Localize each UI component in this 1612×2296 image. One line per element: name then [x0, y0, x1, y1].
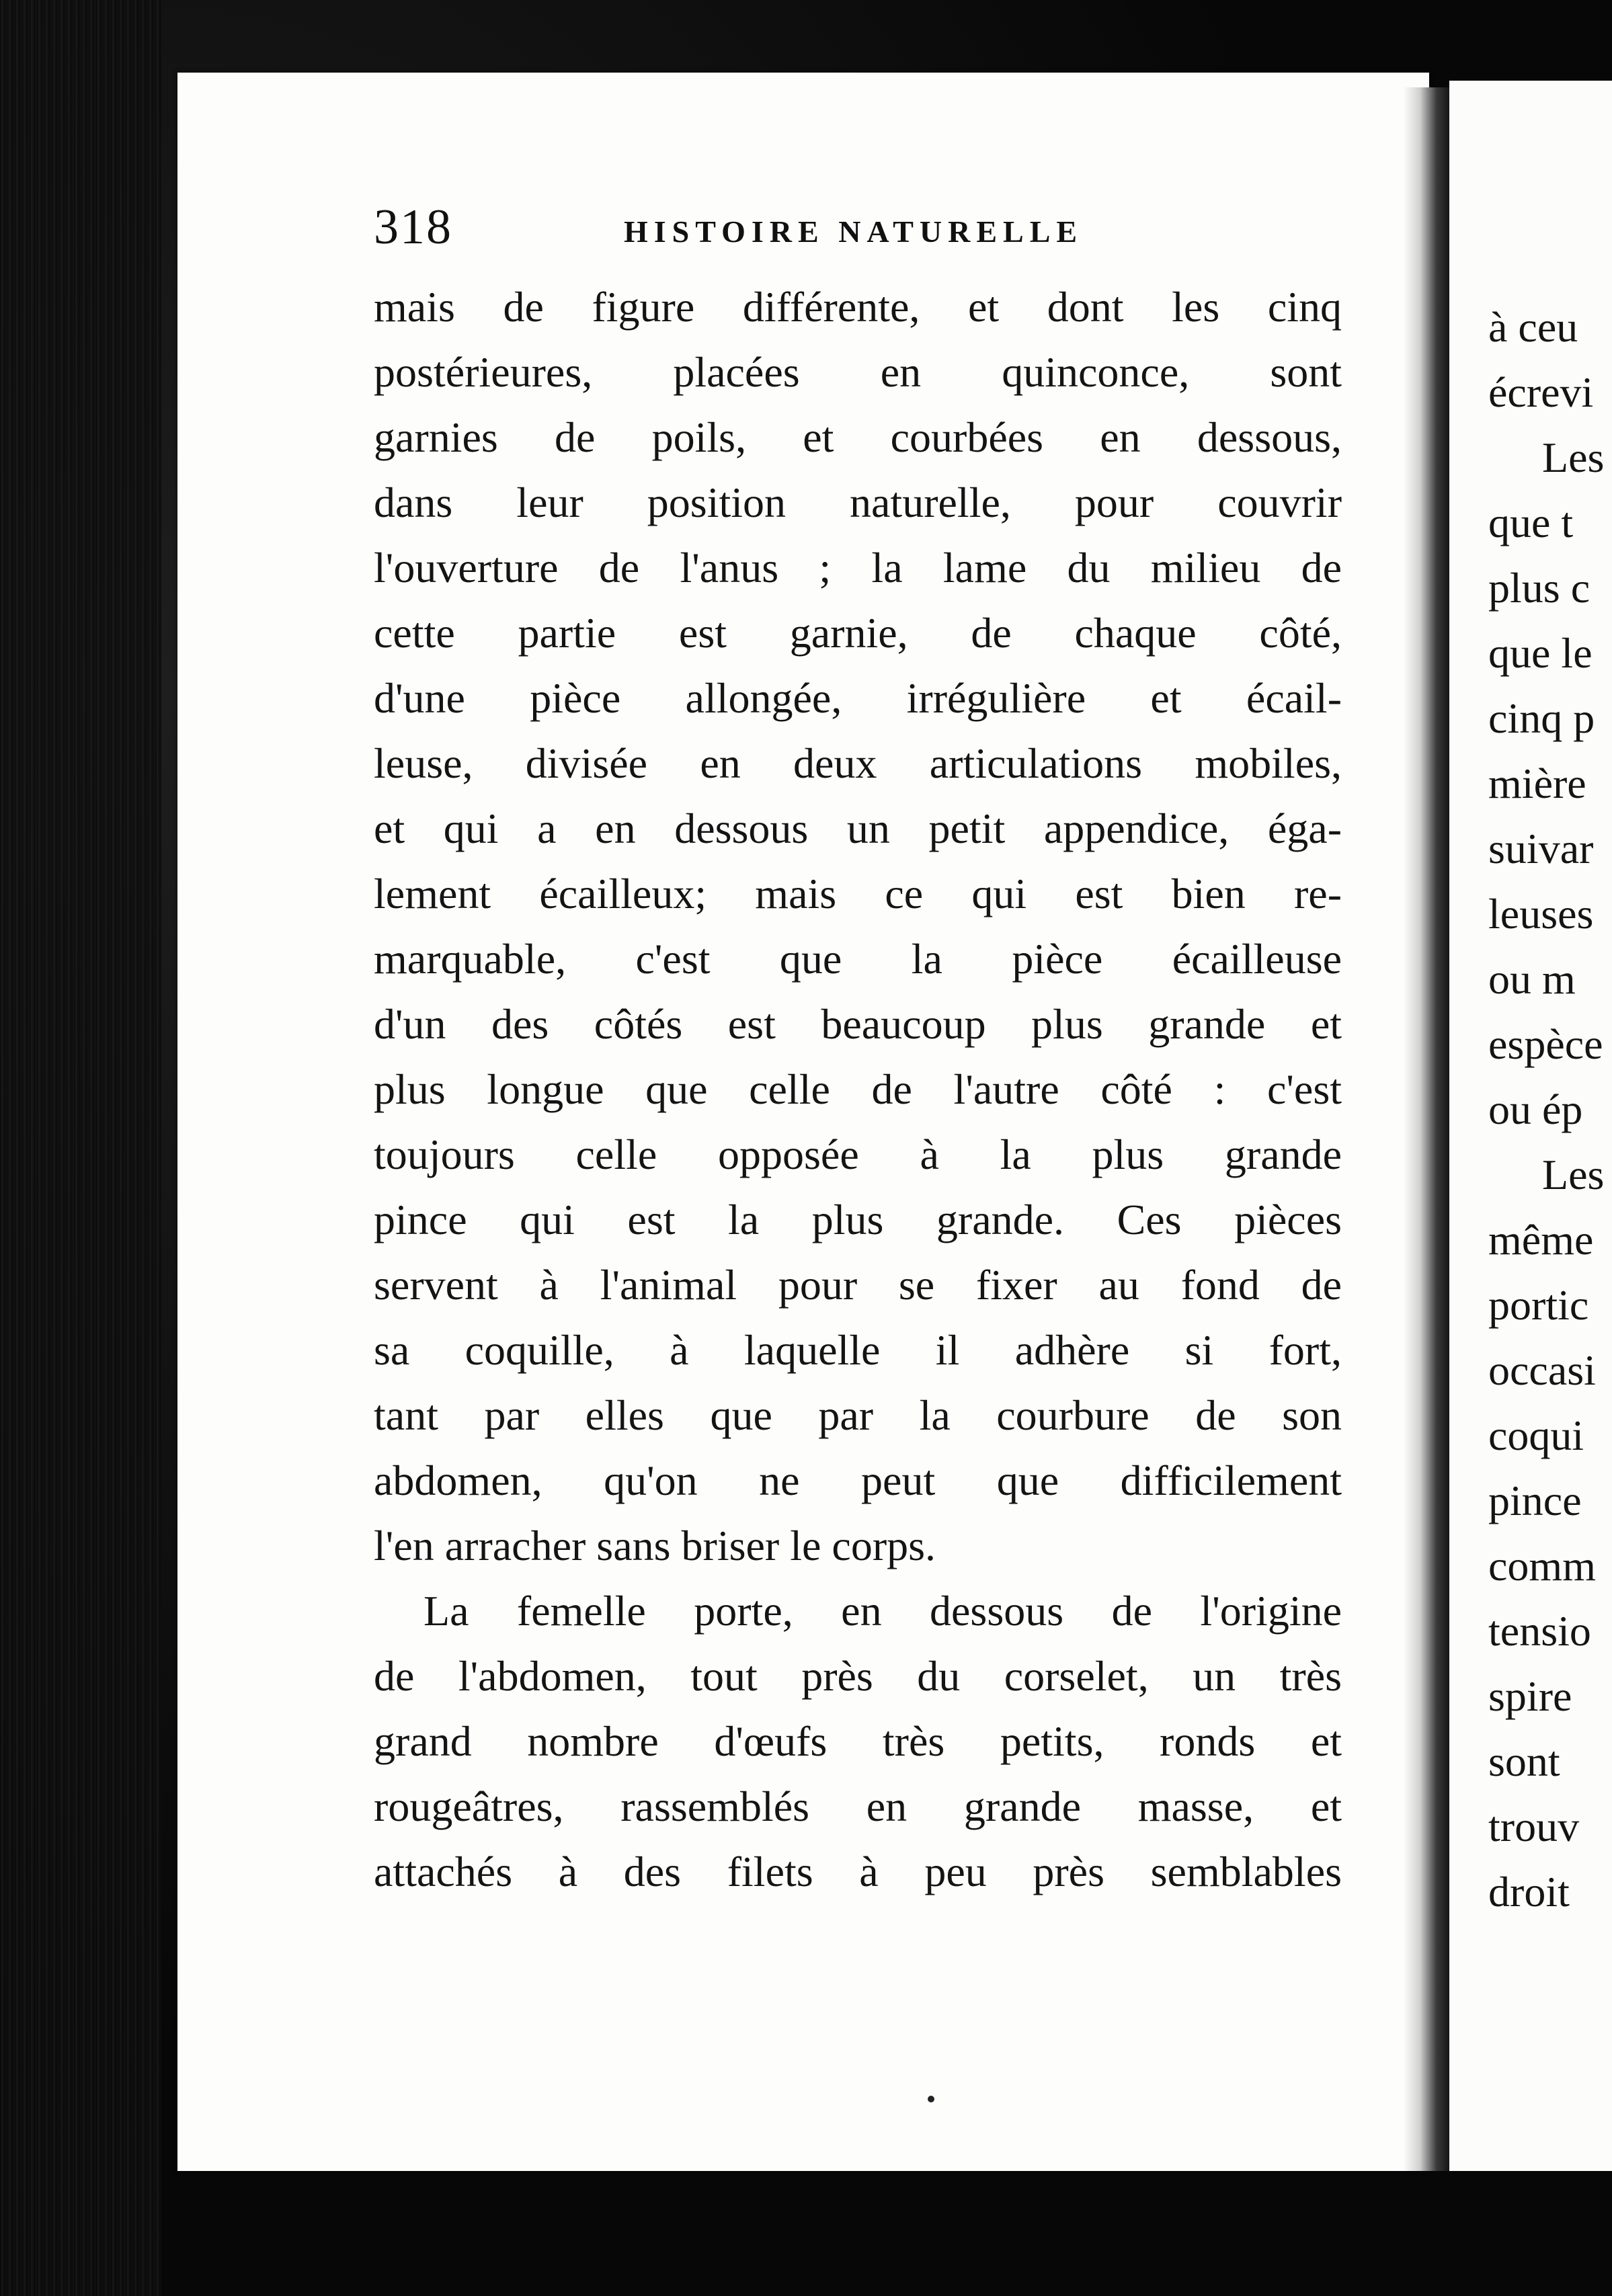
facing-line: ou ép	[1488, 1085, 1583, 1133]
page-gutter	[1404, 87, 1451, 2171]
facing-line: pince	[1488, 1477, 1582, 1524]
facing-line: tensio	[1488, 1607, 1591, 1655]
text-line: lement écailleux; mais ce qui est bien re-	[374, 870, 1342, 917]
text-line: tant par elles que par la courbure de son	[374, 1391, 1342, 1439]
text-line: abdomen, qu'on ne peut que difficilement	[374, 1457, 1342, 1504]
body-text	[374, 274, 1342, 1904]
text-line: l'ouverture de l'anus ; la lame du milieu de	[374, 544, 1342, 591]
book-binding-edge	[0, 0, 161, 2296]
facing-line: espèce	[1488, 1020, 1603, 1068]
text-line: leuse, divisée en deux articulations mobiles,	[374, 739, 1342, 787]
facing-line: à ceu	[1488, 303, 1578, 351]
ink-speck	[928, 2096, 934, 2102]
facing-line: spire	[1488, 1672, 1572, 1720]
text-line: d'une pièce allongée, irrégulière et écail-	[374, 674, 1342, 722]
text-line: marquable, c'est que la pièce écailleuse	[374, 935, 1342, 983]
facing-line: Les	[1542, 1151, 1605, 1198]
facing-line: coqui	[1488, 1411, 1584, 1459]
text-line: rougeâtres, rassemblés en grande masse, et	[374, 1782, 1342, 1830]
facing-line: suivar	[1488, 825, 1594, 872]
facing-line: que le	[1488, 629, 1593, 677]
text-line: sa coquille, à laquelle il adhère si fort,	[374, 1326, 1342, 1374]
facing-line: même	[1488, 1216, 1594, 1264]
text-line: toujours celle opposée à la plus grande	[374, 1131, 1342, 1178]
page-number: 318	[374, 200, 452, 255]
facing-line: droit	[1488, 1868, 1570, 1916]
text-line: de l'abdomen, tout près du corselet, un très	[374, 1652, 1342, 1700]
facing-line: que t	[1488, 499, 1574, 546]
text-line: plus longue que celle de l'autre côté : c'est	[374, 1065, 1342, 1113]
text-line: d'un des côtés est beaucoup plus grande et	[374, 1000, 1342, 1048]
facing-line: occasi	[1488, 1346, 1596, 1394]
paragraph-start-line: La femelle porte, en dessous de l'origine	[424, 1587, 1342, 1635]
text-line: cette partie est garnie, de chaque côté,	[374, 609, 1342, 657]
facing-line: écrevi	[1488, 368, 1594, 416]
running-head-title: HISTOIRE NATURELLE	[624, 214, 1084, 249]
facing-line: cinq p	[1488, 694, 1595, 742]
facing-page-text	[1488, 294, 1612, 1924]
text-line: grand nombre d'œufs très petits, ronds et	[374, 1717, 1342, 1765]
text-line: pince qui est la plus grande. Ces pièces	[374, 1196, 1342, 1243]
facing-line: portic	[1488, 1281, 1589, 1329]
paragraph-end-line: l'en arracher sans briser le corps.	[374, 1522, 936, 1569]
facing-line: sont	[1488, 1737, 1560, 1785]
facing-line: comm	[1488, 1542, 1596, 1590]
text-line: postérieures, placées en quinconce, sont	[374, 348, 1342, 396]
facing-line: Les	[1542, 434, 1605, 481]
text-line: attachés à des filets à peu près semblables	[374, 1848, 1342, 1895]
running-head	[374, 199, 1517, 273]
text-line: dans leur position naturelle, pour couvrir	[374, 479, 1342, 526]
text-line: et qui a en dessous un petit appendice, éga-	[374, 805, 1342, 852]
text-line: garnies de poils, et courbées en dessous,	[374, 413, 1342, 461]
facing-line: plus c	[1488, 564, 1590, 612]
facing-line: ou m	[1488, 955, 1576, 1003]
text-line: mais de figure différente, et dont les cinq	[374, 283, 1342, 331]
facing-line: mière	[1488, 760, 1586, 807]
facing-line: trouv	[1488, 1803, 1580, 1850]
text-line: servent à l'animal pour se fixer au fond de	[374, 1261, 1342, 1309]
facing-line: leuses	[1488, 890, 1594, 938]
